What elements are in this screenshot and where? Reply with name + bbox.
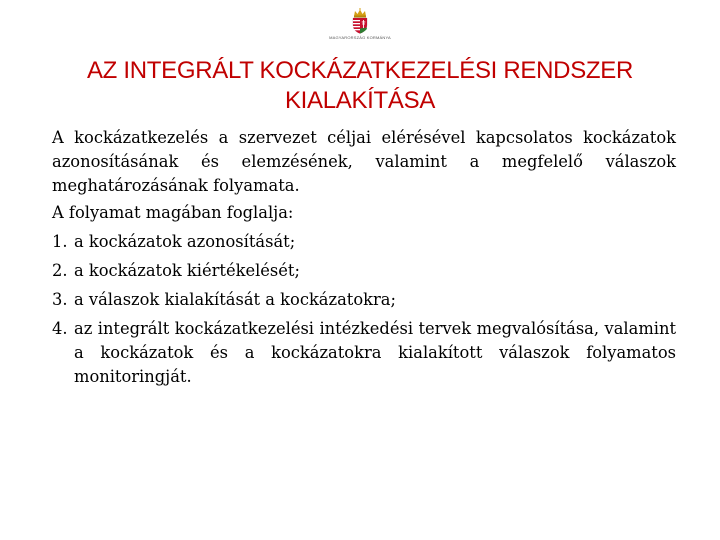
header-crest (0, 8, 720, 40)
list-item-text: a kockázatok kiértékelését; (74, 261, 300, 280)
intro-paragraph: A kockázatkezelés a szervezet céljai elérésével kapcsolatos kockázatok azonosításának és elemzésének, valamint a megfelelő válaszok meghatározásának folyamata. (52, 128, 676, 195)
list-item (52, 259, 676, 283)
list-item-text: a válaszok kialakítását a kockázatokra; (74, 290, 396, 309)
slide-title: AZ INTEGRÁLT KOCKÁZATKEZELÉSI RENDSZER KIALAKÍTÁSA (86, 57, 634, 114)
list-item-text: az integrált kockázatkezelési intézkedési tervek megvalósítása, valamint a kockázatok és a kockázatokra kialakított válaszok folyamatos monitoringját. (74, 319, 676, 386)
list-item (52, 317, 676, 389)
list-item (52, 230, 676, 254)
process-steps-list (52, 230, 676, 389)
list-item-number: 3. (52, 290, 68, 309)
slide-body (52, 126, 676, 394)
list-item-number: 1. (52, 232, 68, 251)
process-lead-text: A folyamat magában foglalja: (52, 203, 294, 222)
list-item-text: a kockázatok azonosítását; (74, 232, 296, 251)
list-item-number: 4. (52, 319, 68, 338)
hungarian-coat-of-arms-icon (350, 8, 370, 34)
list-item (52, 288, 676, 312)
crest-caption: MAGYARORSZÁG KORMÁNYA (329, 35, 391, 40)
list-item-number: 2. (52, 261, 68, 280)
